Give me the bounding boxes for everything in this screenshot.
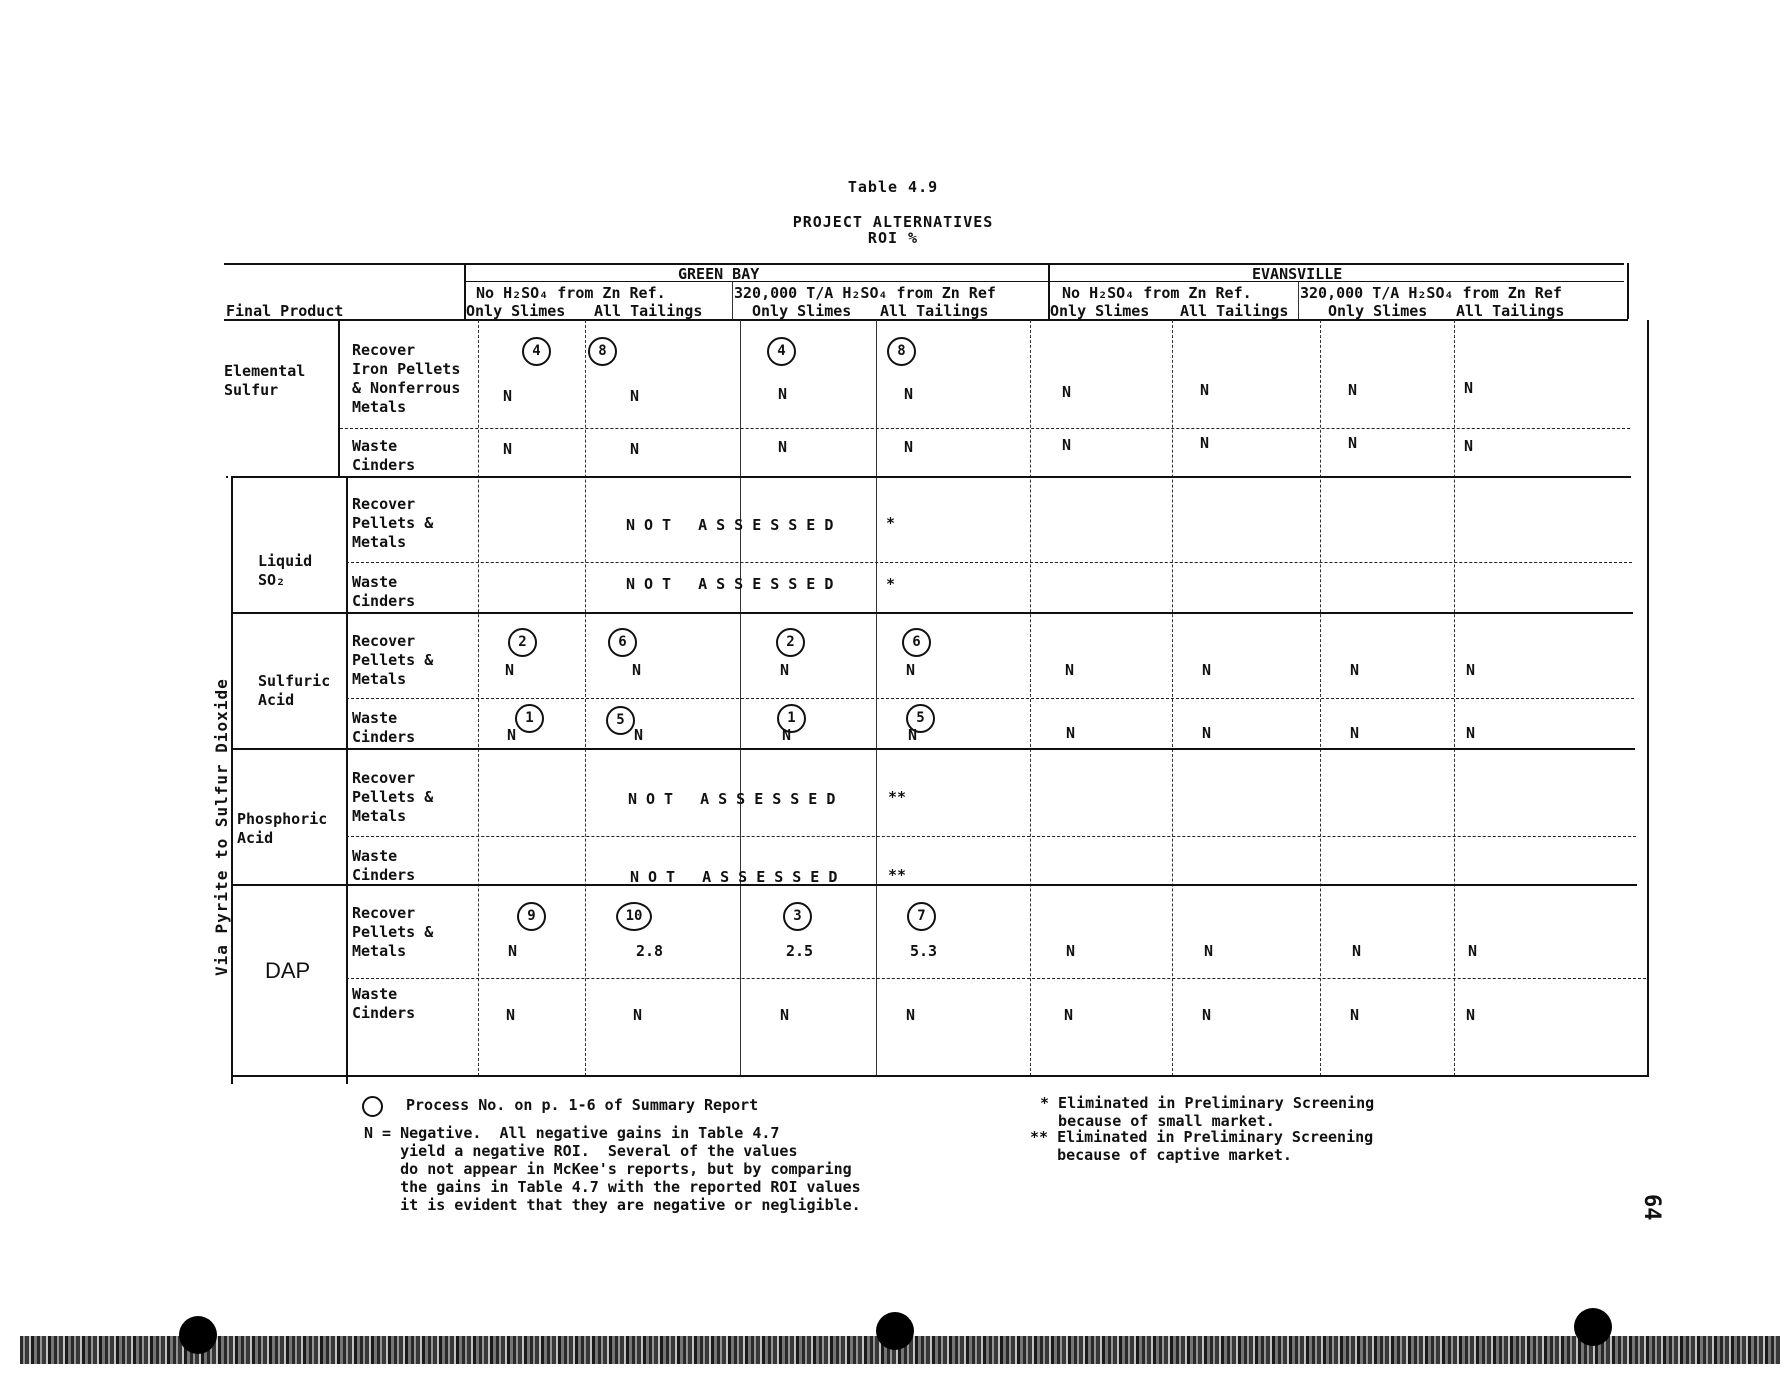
evansville-header: EVANSVILLE: [1252, 265, 1343, 283]
roi-cell: N: [1348, 381, 1358, 399]
es-process-border: [338, 320, 340, 476]
row-divider: [346, 698, 1634, 699]
roi-cell: N: [1200, 381, 1210, 399]
process-number-circle: 6: [608, 628, 637, 657]
roi-cell: N: [1350, 661, 1360, 679]
subheader-all-tailings: All Tailings: [594, 302, 703, 320]
footnote-double-star: ** Eliminated in Preliminary Screening because of captive market.: [1030, 1128, 1374, 1164]
ev-320-header: 320,000 T/A H₂SO₄ from Zn Ref: [1300, 284, 1562, 302]
footnote-marker: **: [888, 788, 907, 806]
process-number-circle: 3: [783, 902, 812, 931]
roi-cell: 2.5: [786, 942, 814, 960]
section-divider: [231, 476, 1631, 478]
process-number-circle: 5: [606, 706, 635, 735]
roi-cell: N: [1200, 434, 1210, 452]
row-divider: [346, 836, 1636, 837]
roi-cell: N: [503, 387, 513, 405]
process-recover-pellets: Recover Pellets & Metals: [352, 769, 434, 825]
roi-cell: N: [1348, 434, 1358, 452]
process-number-circle: 4: [767, 337, 796, 366]
roi-cell: N: [1202, 661, 1212, 679]
roi-cell: N: [1062, 383, 1072, 401]
subheader-only-slimes: Only Slimes: [1050, 302, 1150, 320]
green-bay-header: GREEN BAY: [678, 265, 760, 283]
roi-cell: N: [1062, 436, 1072, 454]
process-number-circle: 2: [776, 628, 805, 657]
subheader-all-tailings: All Tailings: [1456, 302, 1565, 320]
process-recover-pellets: Recover Pellets & Metals: [352, 495, 434, 551]
section-divider: [231, 884, 1637, 886]
product-phosphoric-acid: Phosphoric Acid: [237, 810, 328, 847]
via-so2-border: [231, 476, 233, 1084]
product-liquid-so2: Liquid SO₂: [258, 552, 313, 589]
roi-cell: N: [1352, 942, 1362, 960]
roi-cell: N: [630, 440, 640, 458]
roi-cell: 5.3: [910, 942, 938, 960]
roi-cell: N: [1066, 942, 1076, 960]
roi-cell: N: [633, 1006, 643, 1024]
not-assessed-label: NOT ASSESSED: [626, 516, 843, 534]
process-number-circle: 8: [887, 337, 916, 366]
ev-option-divider: [1298, 282, 1299, 319]
circle-legend-icon: [362, 1096, 383, 1117]
subheader-only-slimes: Only Slimes: [466, 302, 566, 320]
binding-hole-icon: [1574, 1308, 1612, 1346]
product-sulfuric-acid: Sulfuric Acid: [258, 672, 331, 709]
table-title: PROJECT ALTERNATIVES: [792, 213, 994, 231]
row-divider: [340, 428, 1630, 429]
roi-cell: N: [778, 385, 788, 403]
final-product-header: Final Product: [226, 302, 344, 320]
roi-cell: N: [505, 661, 515, 679]
product-dap: DAP: [265, 958, 311, 983]
footnote-circle: Process No. on p. 1-6 of Summary Report: [406, 1096, 759, 1114]
side-label: Via Pyrite to Sulfur Dioxide: [212, 678, 231, 976]
process-number-circle: 4: [522, 337, 551, 366]
process-number-circle: 1: [777, 704, 806, 733]
process-number-circle: 8: [588, 337, 617, 366]
roi-cell: N: [780, 1006, 790, 1024]
roi-cell: N: [778, 438, 788, 456]
process-number-circle: 5: [906, 704, 935, 733]
roi-cell: N: [503, 440, 513, 458]
not-assessed-label: NOT ASSESSED: [628, 790, 845, 808]
product-elemental-sulfur: Elemental Sulfur: [224, 362, 306, 399]
roi-cell: N: [1202, 724, 1212, 742]
binding-hole-icon: [179, 1316, 217, 1354]
roi-cell: N: [507, 726, 517, 744]
row-divider: [346, 562, 1632, 563]
header-right-border: [1627, 263, 1629, 319]
roi-cell: N: [1064, 1006, 1074, 1024]
process-number-circle: 10: [616, 902, 652, 931]
location-divider: [464, 281, 1624, 282]
roi-cell: N: [1202, 1006, 1212, 1024]
section-divider: [231, 612, 1633, 614]
subheader-all-tailings: All Tailings: [880, 302, 989, 320]
roi-cell: N: [1466, 661, 1476, 679]
footnote-marker: *: [886, 575, 896, 593]
roi-cell: N: [1065, 661, 1075, 679]
table-label: Table 4.9: [847, 178, 939, 196]
process-recover-pellets: Recover Pellets & Metals: [352, 904, 434, 960]
marker: [226, 476, 228, 478]
process-waste-cinders: Waste Cinders: [352, 709, 416, 746]
process-waste-cinders: Waste Cinders: [352, 847, 416, 884]
footnote-marker: *: [886, 514, 896, 532]
roi-cell: N: [1350, 724, 1360, 742]
roi-cell: N: [1464, 379, 1474, 397]
roi-cell: N: [906, 1006, 916, 1024]
roi-cell: N: [1466, 1006, 1476, 1024]
subheader-only-slimes: Only Slimes: [1328, 302, 1428, 320]
roi-cell: N: [506, 1006, 516, 1024]
process-recover-iron: Recover Iron Pellets & Nonferrous Metals: [352, 341, 461, 416]
footnote-negative: N = Negative. All negative gains in Table 4.7 yield a negative ROI. Several of the values do not appear in McKee's reports, but by comparing the gains in Table 4.7 with the reported ROI values it is evident that they are negative or negligible.: [364, 1124, 861, 1214]
roi-cell: N: [1066, 724, 1076, 742]
roi-cell: N: [632, 661, 642, 679]
gb-option-divider: [732, 282, 733, 319]
footnote-star: * Eliminated in Preliminary Screening because of small market.: [1040, 1094, 1375, 1130]
table-top-border: [224, 263, 1624, 265]
ev-no-h2so4-header: No H₂SO₄ from Zn Ref.: [1062, 284, 1252, 302]
process-waste-cinders: Waste Cinders: [352, 437, 416, 474]
process-number-circle: 1: [515, 704, 544, 733]
roi-cell: N: [1466, 724, 1476, 742]
roi-cell: N: [906, 661, 916, 679]
roi-cell: N: [508, 942, 518, 960]
page-number: 64: [1639, 1194, 1664, 1221]
process-number-circle: 2: [508, 628, 537, 657]
table-bottom-border: [231, 1075, 1649, 1077]
section-divider: [231, 748, 1635, 750]
roi-cell: N: [908, 726, 918, 744]
process-number-circle: 9: [517, 902, 546, 931]
binding-hole-icon: [876, 1312, 914, 1350]
process-recover-pellets: Recover Pellets & Metals: [352, 632, 434, 688]
process-waste-cinders: Waste Cinders: [352, 573, 416, 610]
roi-cell: N: [1468, 942, 1478, 960]
subheader-all-tailings: All Tailings: [1180, 302, 1289, 320]
not-assessed-label: NOT ASSESSED: [630, 868, 847, 886]
roi-cell: N: [1350, 1006, 1360, 1024]
roi-cell: N: [1464, 437, 1474, 455]
row-divider: [346, 978, 1646, 979]
gb-320-header: 320,000 T/A H₂SO₄ from Zn Ref: [734, 284, 996, 302]
not-assessed-label: NOT ASSESSED: [626, 575, 843, 593]
roi-cell: N: [904, 438, 914, 456]
roi-cell: N: [634, 726, 644, 744]
table-subtitle: ROI %: [867, 229, 919, 247]
roi-cell: N: [782, 726, 792, 744]
process-number-circle: 7: [907, 902, 936, 931]
roi-cell: N: [1204, 942, 1214, 960]
footnote-marker: **: [888, 866, 907, 884]
process-column-border: [346, 476, 348, 1084]
roi-cell: N: [904, 385, 914, 403]
subheader-only-slimes: Only Slimes: [752, 302, 852, 320]
process-number-circle: 6: [902, 628, 931, 657]
roi-cell: N: [630, 387, 640, 405]
gb-no-h2so4-header: No H₂SO₄ from Zn Ref.: [476, 284, 666, 302]
process-waste-cinders: Waste Cinders: [352, 985, 416, 1022]
table-right-border: [1647, 320, 1649, 1076]
roi-cell: N: [780, 661, 790, 679]
roi-cell: 2.8: [636, 942, 664, 960]
